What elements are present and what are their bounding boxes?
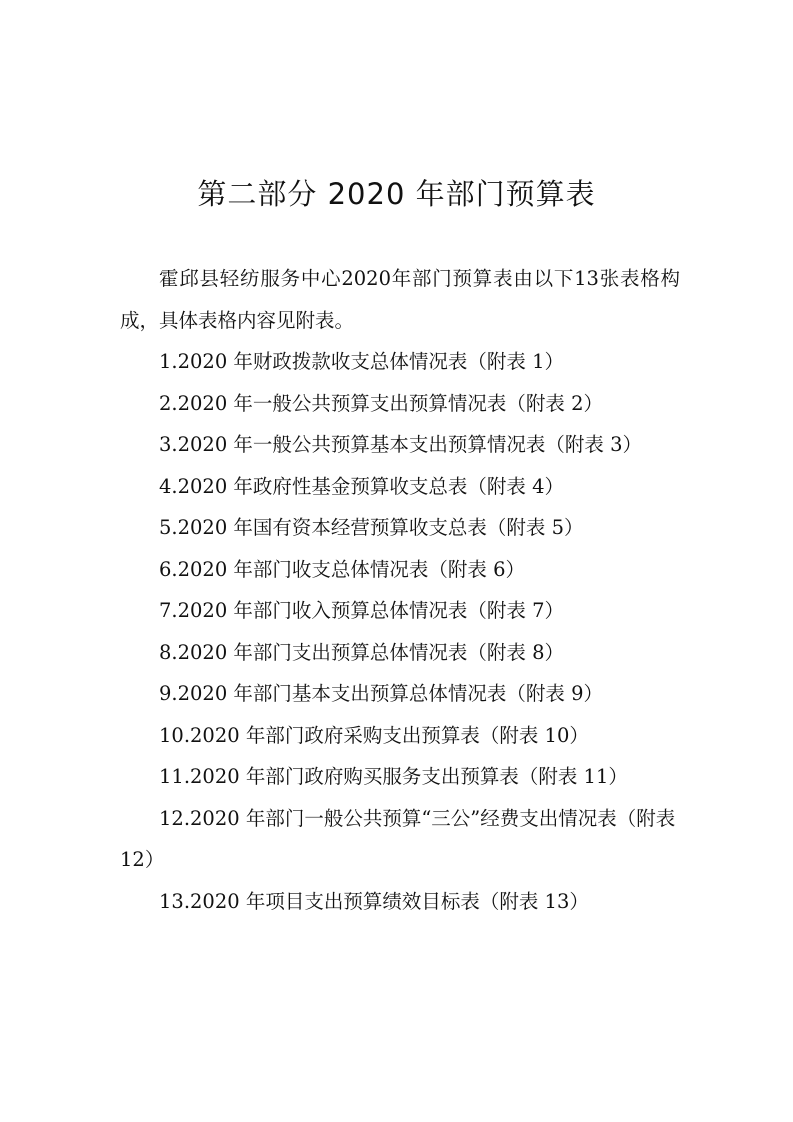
list-item: 7.2020 年部门收入预算总体情况表（附表 7） xyxy=(159,599,565,622)
list-item: 5.2020 年国有资本经营预算收支总表（附表 5） xyxy=(159,516,584,539)
list-item: 3.2020 年一般公共预算基本支出预算情况表（附表 3） xyxy=(159,433,643,456)
page-title: 第二部分 2020 年部门预算表 xyxy=(197,177,596,211)
list-item: 1.2020 年财政拨款收支总体情况表（附表 1） xyxy=(159,350,565,373)
list-item: 9.2020 年部门基本支出预算总体情况表（附表 9） xyxy=(159,682,604,705)
document-body xyxy=(120,258,680,922)
list-item: 12.2020 年部门一般公共预算“三公”经费支出情况表（附表 12） xyxy=(120,806,676,871)
list-item: 11.2020 年部门政府购买服务支出预算表（附表 11） xyxy=(159,765,628,788)
list-item: 2.2020 年一般公共预算支出预算情况表（附表 2） xyxy=(159,391,604,415)
list-item: 13.2020 年项目支出预算绩效目标表（附表 13） xyxy=(159,889,589,913)
list-item: 10.2020 年部门政府采购支出预算表（附表 10） xyxy=(159,723,589,747)
intro-paragraph: 霍邱县轻纺服务中心2020年部门预算表由以下13张表格构成，具体表格内容见附表。 xyxy=(120,267,680,332)
list-item: 6.2020 年部门收支总体情况表（附表 6） xyxy=(159,557,526,581)
list-item: 4.2020 年政府性基金预算收支总表（附表 4） xyxy=(159,474,565,498)
list-item: 8.2020 年部门支出预算总体情况表（附表 8） xyxy=(159,640,565,664)
table-list xyxy=(120,341,680,922)
